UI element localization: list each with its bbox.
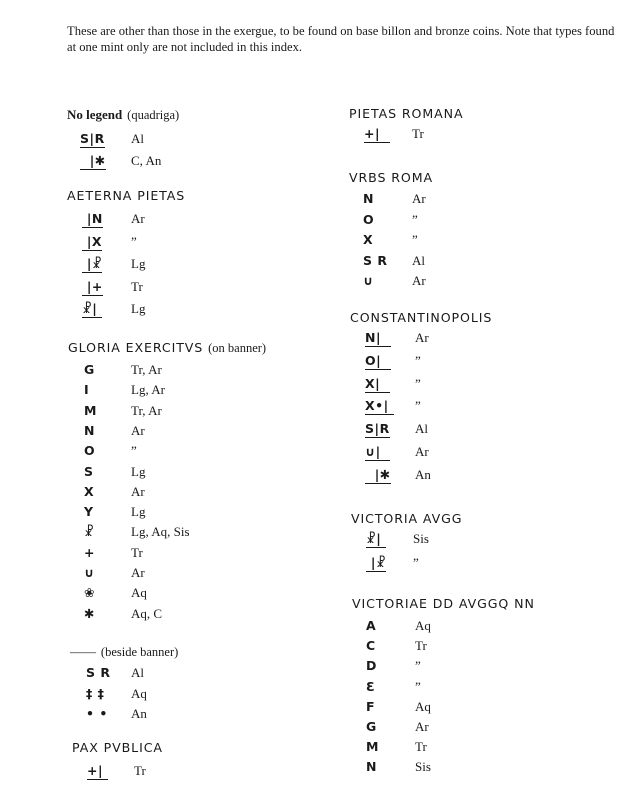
mint-mark: X — [363, 232, 374, 247]
mint-mark: A — [366, 618, 377, 633]
section-title-text: VRBS ROMA — [349, 170, 434, 185]
mint-name: Tr — [131, 278, 143, 294]
mint-name: An — [415, 466, 431, 482]
section-title-pax-pvblica — [72, 740, 163, 755]
mint-name: Tr — [131, 544, 143, 560]
mint-mark: |+ — [82, 278, 103, 294]
mint-name: Ar — [412, 273, 426, 288]
mint-name: ” — [415, 678, 421, 694]
mint-name: Lg — [131, 301, 146, 316]
mint-name: ” — [131, 233, 137, 249]
mint-name: Ar — [131, 422, 145, 438]
mint-name: Tr — [134, 763, 146, 778]
mint-mark: I — [84, 382, 90, 398]
mint-mark: ❀ — [84, 585, 95, 601]
mint-name: Lg — [131, 504, 146, 520]
section-title-text: CONSTANTINOPOLIS — [350, 310, 493, 325]
mint-name: Lg — [131, 256, 146, 271]
mint-name: Tr, Ar — [131, 402, 162, 418]
mint-mark: O — [84, 443, 96, 459]
section-title-vrbs-roma — [349, 170, 433, 185]
mint-mark: |X — [82, 233, 103, 249]
mint-mark: S|R — [365, 421, 390, 437]
mint-name: Ar — [415, 719, 429, 734]
mint-mark: +| — [87, 763, 108, 778]
mint-name: Aq — [415, 618, 431, 633]
section-title-note: (quadriga) — [127, 108, 180, 122]
mint-mark: D — [366, 658, 377, 674]
mint-mark: F — [366, 698, 376, 714]
section-title-text: VICTORIAE DD AVGGQ NN — [352, 596, 535, 611]
mint-mark: N — [363, 191, 374, 206]
mint-mark: ✱ — [84, 605, 95, 621]
mint-mark: |✱ — [80, 153, 106, 168]
section-title-note: (on banner) — [208, 341, 267, 355]
section-title-aeterna-pietas — [67, 188, 185, 203]
section-title-beside-banner — [70, 644, 178, 660]
mint-name: Al — [415, 421, 428, 437]
mint-name: Ar — [131, 565, 145, 580]
mint-name: Aq — [131, 685, 147, 701]
section-title-text: AETERNA PIETAS — [67, 188, 186, 203]
mint-name: Lg — [131, 463, 146, 479]
mint-mark: G — [366, 719, 377, 734]
mint-mark: ‡ ‡ — [86, 685, 105, 701]
mint-mark: |☧ — [366, 555, 387, 570]
mint-mark: G — [84, 362, 95, 377]
mint-name: Aq, C — [131, 605, 163, 621]
mint-name: Tr — [415, 638, 427, 654]
mint-name: ” — [415, 375, 421, 391]
mint-name: Aq — [131, 585, 147, 601]
mint-mark: S R — [363, 252, 388, 268]
section-title-text: VICTORIA AVGG — [351, 511, 463, 526]
mint-mark: |✱ — [365, 466, 391, 482]
mint-name: ” — [415, 658, 421, 674]
mint-mark: N — [84, 422, 95, 438]
intro-paragraph: These are other than those in the exergue, to be found on base billon and bronze coins. Note that types found at one mint only are not included in this index. — [67, 24, 615, 54]
mint-name: Aq — [415, 698, 431, 714]
mint-mark: |☧ — [82, 256, 103, 271]
mint-name: Al — [131, 131, 144, 146]
mint-mark: Y — [84, 504, 94, 520]
section-title-no-legend — [67, 107, 179, 123]
mint-mark: N — [366, 759, 377, 775]
mint-name: Tr, Ar — [131, 362, 162, 377]
mint-name: Lg, Aq, Sis — [131, 524, 190, 540]
mint-name: Lg, Ar — [131, 382, 165, 398]
mint-name: Al — [412, 252, 425, 268]
mint-name: Ar — [131, 483, 145, 499]
section-title-text: PIETAS ROMANA — [349, 106, 464, 121]
mint-mark: X| — [365, 375, 390, 391]
mint-name: Tr — [412, 126, 424, 141]
mint-mark: ∪| — [365, 444, 391, 459]
mint-name: An — [131, 706, 147, 721]
mint-name: ” — [413, 555, 419, 570]
mint-mark: X — [84, 483, 95, 499]
section-title-text: GLORIA EXERCITVS — [68, 340, 204, 355]
mint-name: Sis — [413, 531, 429, 546]
mint-mark: C — [366, 638, 376, 654]
mint-name: Tr — [415, 739, 427, 755]
section-title-note: (beside banner) — [100, 645, 179, 659]
mint-name: Sis — [415, 759, 431, 775]
mint-mark: X•| — [365, 398, 394, 414]
mint-mark: ∪ — [363, 273, 374, 288]
section-title-gloria-exercitvs — [68, 340, 266, 356]
mint-name: C, An — [131, 153, 162, 168]
mint-mark: ☧ — [84, 524, 95, 540]
mint-mark: O| — [365, 352, 391, 368]
mint-mark: + — [84, 544, 95, 560]
mint-name: ” — [412, 211, 418, 227]
mint-name: Al — [131, 665, 144, 680]
section-rule: —— — [70, 644, 96, 659]
mint-name: Ar — [415, 330, 429, 345]
mint-mark: ☧| — [366, 531, 387, 546]
mint-mark: M — [84, 402, 97, 418]
mint-name: ” — [131, 443, 137, 459]
mint-mark: ∪ — [84, 565, 95, 580]
mint-mark: O — [363, 211, 375, 227]
mint-mark: S — [84, 463, 94, 479]
mint-mark: ☧| — [82, 301, 103, 316]
mint-name: ” — [415, 398, 421, 414]
section-title-text: PAX PVBLICA — [72, 740, 163, 755]
mint-name: ” — [415, 352, 421, 368]
mint-mark: |N — [82, 211, 103, 226]
mint-mark: • • — [86, 706, 108, 721]
mint-name: ” — [412, 232, 418, 247]
mint-name: Ar — [415, 444, 429, 459]
section-title-constantinopolis — [350, 310, 492, 325]
section-title-pietas-romana — [349, 106, 463, 121]
mint-mark: M — [366, 739, 379, 755]
mint-mark: Ɛ — [366, 678, 376, 694]
section-title-bold: No legend — [67, 107, 123, 122]
mint-mark: S|R — [80, 131, 105, 146]
mint-mark: S R — [86, 665, 111, 680]
mint-name: Ar — [412, 191, 426, 206]
section-title-victoriae-dd-avggq-nn — [352, 596, 535, 611]
mint-mark: N| — [365, 330, 391, 345]
mint-mark: +| — [364, 126, 390, 141]
section-title-victoria-avgg — [351, 511, 462, 526]
mint-name: Ar — [131, 211, 145, 226]
